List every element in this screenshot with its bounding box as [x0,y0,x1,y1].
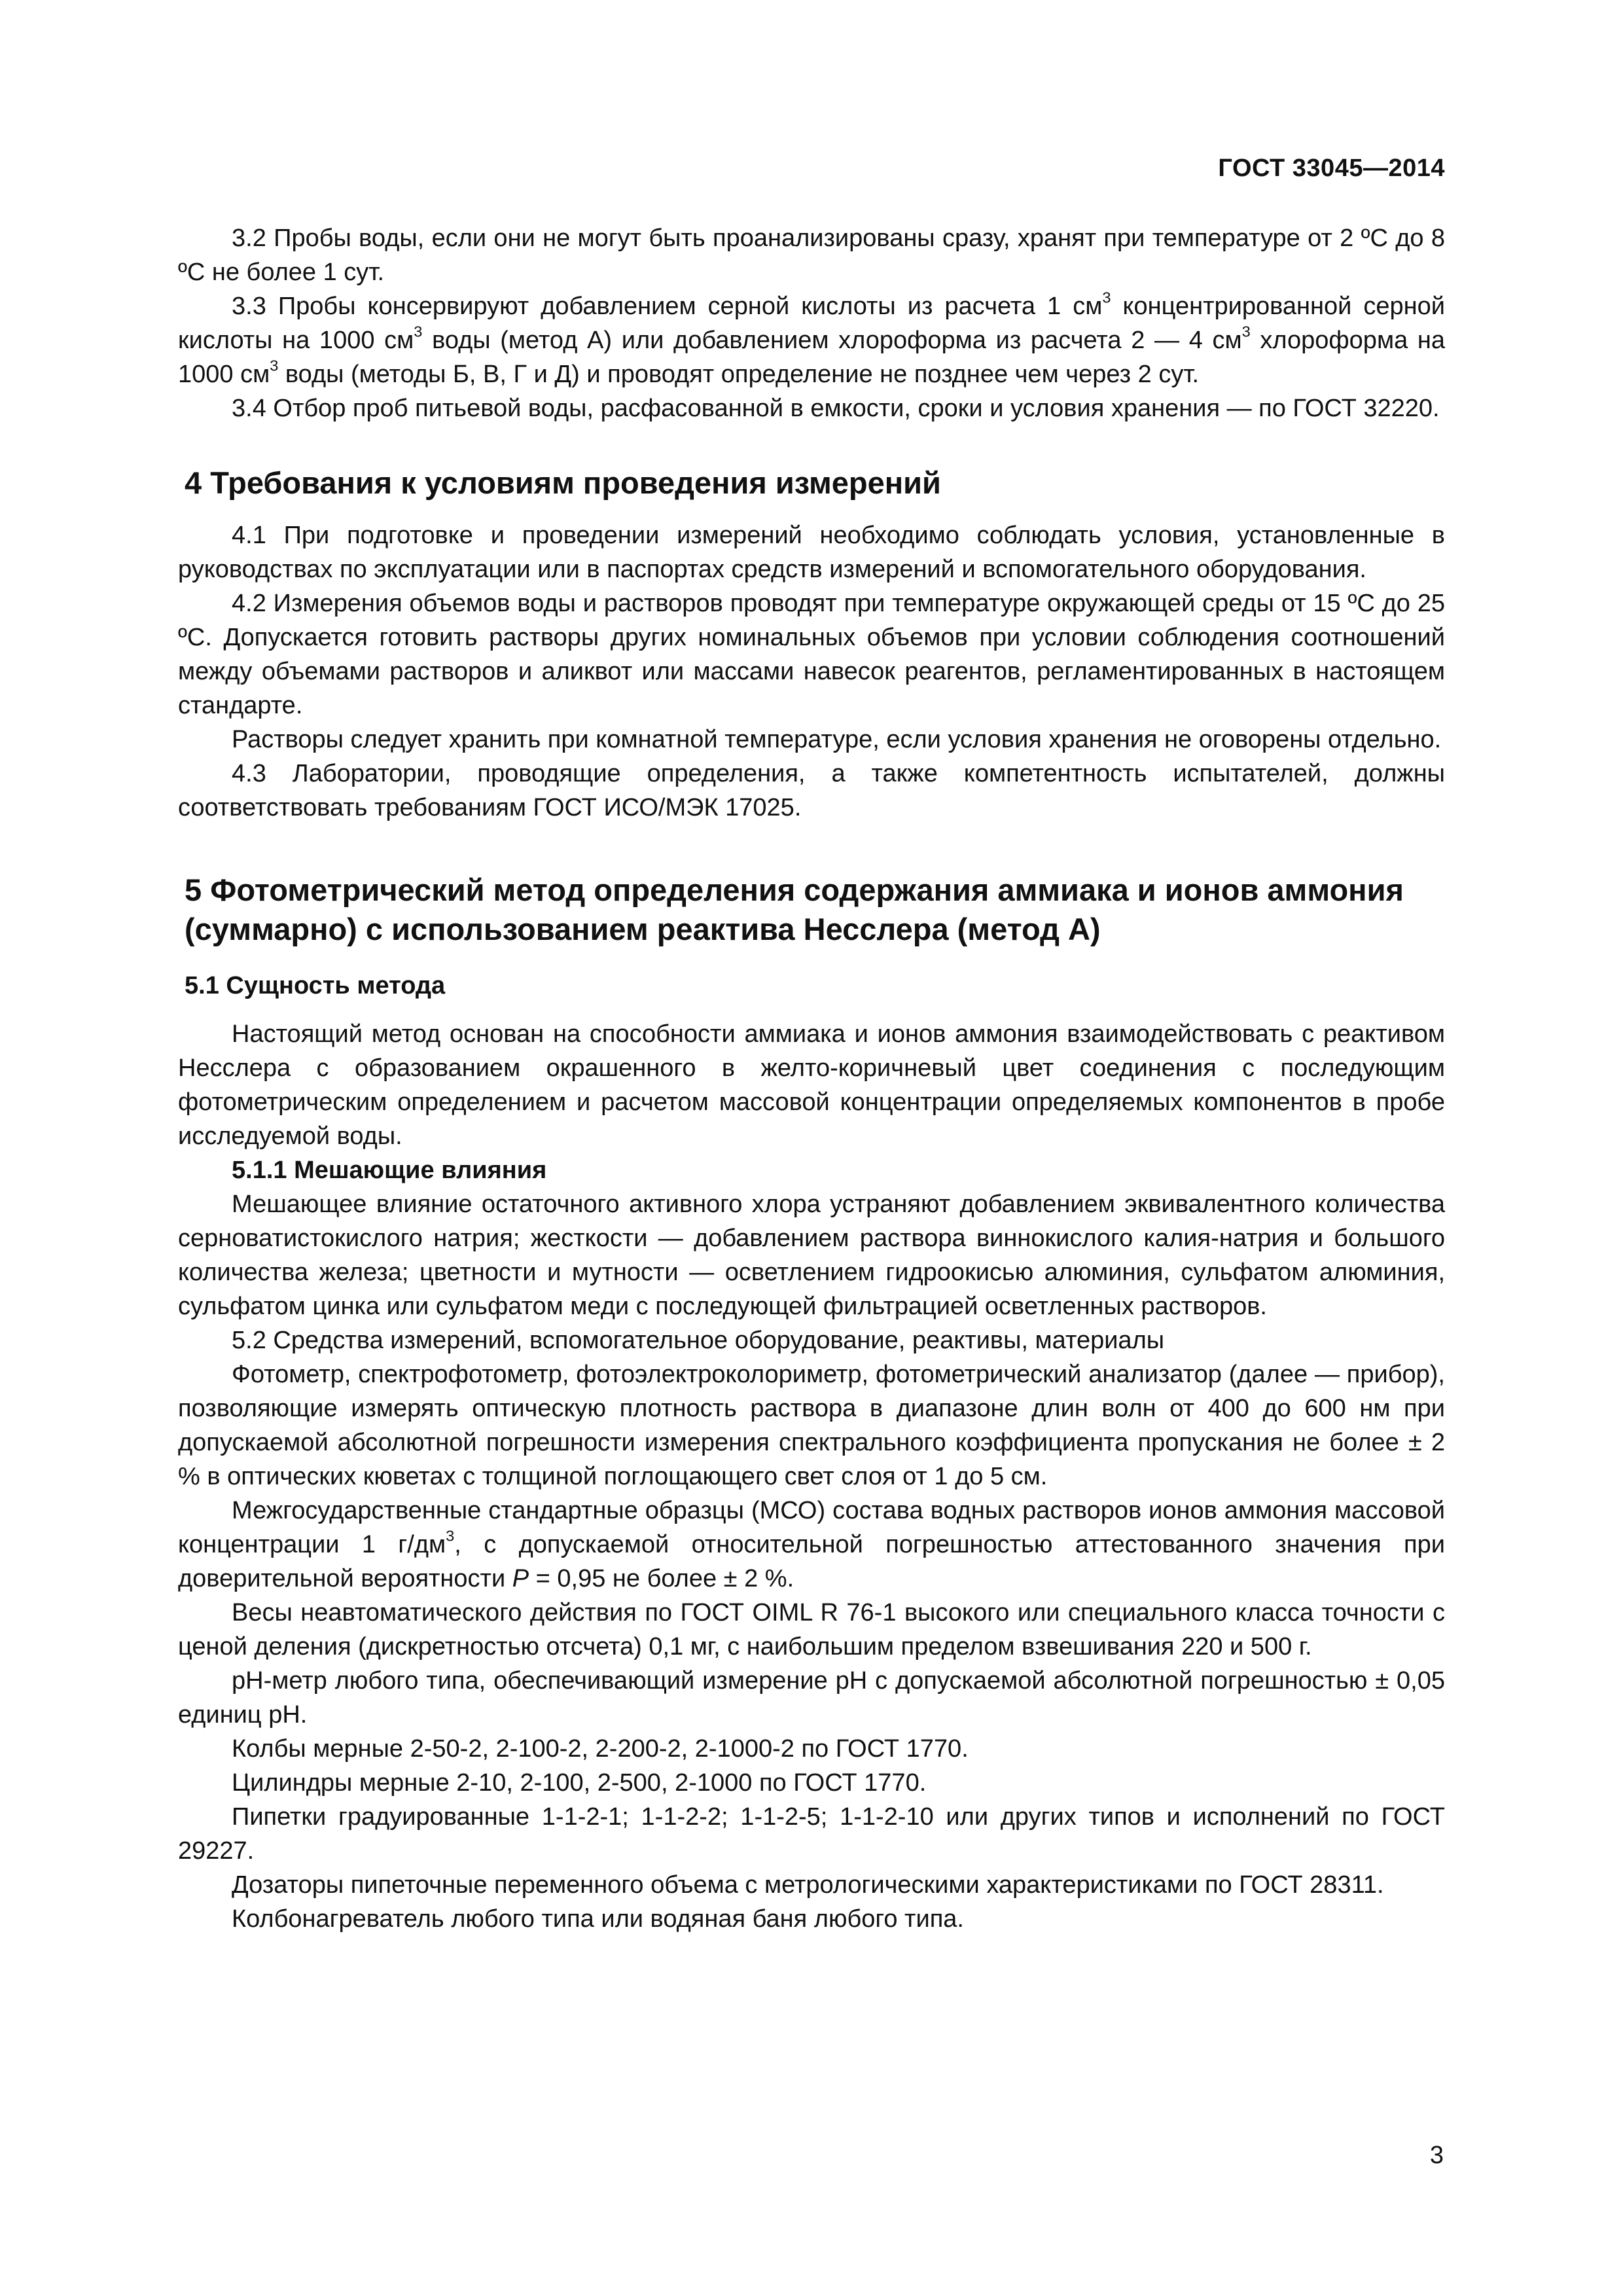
paragraph-heater: Колбонагреватель любого типа или водяная баня любого типа. [232,1905,964,1933]
paragraph-mso [178,1494,1445,1596]
paragraph-pipettes: Пипетки градуированные 1-1-2-1; 1-1-2-2; 1-1-2-5; 1-1-2-10 или других типов и исполнений по ГОСТ 29227. [178,1803,1445,1865]
superscript-3: 3 [270,357,279,374]
paragraph-3-3-part-d: хлороформа на 1000 см [178,327,1445,388]
paragraph-3-3-part-e: воды (методы Б, В, Г и Д) и проводят определение не позднее чем через 2 сут. [278,361,1200,388]
subsection-5-1-1-heading: 5.1.1 Мешающие влияния [232,1157,547,1184]
paragraph-photometer: Фотометр, спектрофотометр, фотоэлектроколориметр, фотометрический анализатор (далее — прибор), позволяющие измерять оптическую плотность раствора в диапазоне длин волн от 400 до 600 нм при допускаемой абсолютной погрешности измерения спектрального коэффициента пропускания не более ± 2 % в оптических кюветах с толщиной поглощающего свет слоя от 1 до 5 см. [178,1361,1445,1490]
paragraph-4-2: 4.2 Измерения объемов воды и растворов проводят при температуре окружающей среды от 15 ºС до 25 ºС. Допускается готовить растворы других номинальных объемов при условии соблюдения соотношений между объемами растворов и аликвот или массами навесок реагентов, регламентированных в настоящем стандарте. [178,590,1445,719]
paragraph-3-3-part-b: концентрированной серной кислоты на 1000 см [178,293,1445,354]
paragraph-3-4: 3.4 Отбор проб питьевой воды, расфасованной в емкости, сроки и условия хранения — по ГОСТ 32220. [232,395,1440,422]
paragraph-mso-part-c: = 0,95 не более ± 2 %. [529,1565,794,1592]
document-code-header: ГОСТ 33045—2014 [1218,154,1445,182]
paragraph-4-3: 4.3 Лаборатории, проводящие определения, а также компетентность испытателей, должны соответствовать требованиям ГОСТ ИСО/МЭК 17025. [178,760,1445,821]
paragraph-5-1-1: Мешающее влияние остаточного активного хлора устраняют добавлением эквивалентного количества серноватистокислого натрия; жесткости — добавлением раствора виннокислого калия-натрия и большого количества железа; цветности и мутности — осветлением гидроокисью алюминия, сульфатом алюминия, сульфатом цинка или сульфатом меди с последующей фильтрацией осветленных растворов. [178,1191,1445,1320]
superscript-3: 3 [414,323,423,340]
paragraph-cylinders: Цилиндры мерные 2-10, 2-100, 2-500, 2-1000 по ГОСТ 1770. [232,1769,927,1797]
paragraph-scales: Весы неавтоматического действия по ГОСТ OIML R 76-1 высокого или специального класса точности с ценой деления (дискретностью отсчета) 0,1 мг, с наибольшим пределом взвешивания 220 и 500 г. [178,1599,1445,1660]
superscript-3: 3 [1102,289,1111,306]
paragraph-3-3 [178,289,1445,391]
paragraph-dispensers: Дозаторы пипеточные переменного объема с метрологическими характеристиками по ГОСТ 28311. [232,1871,1384,1899]
paragraph-5-1: Настоящий метод основан на способности аммиака и ионов аммония взаимодействовать с реактивом Несслера с образованием окрашенного в желто-коричневый цвет соединения с последующим фотометрическим определением и расчетом массовой концентрации определяемых компонентов в пробе исследуемой воды. [178,1020,1445,1150]
superscript-3: 3 [446,1527,455,1545]
paragraph-mso-part-b: , с допускаемой относительной погрешностью аттестованного значения при доверительной вероятности [178,1531,1445,1592]
paragraph-5-2: 5.2 Средства измерений, вспомогательное оборудование, реактивы, материалы [232,1327,1165,1354]
section-5-heading: 5 Фотометрический метод определения содержания аммиака и ионов аммония (суммарно) с использованием реактива Несслера (метод А) [185,872,1404,946]
probability-symbol: Р [512,1565,529,1592]
paragraph-flasks: Колбы мерные 2-50-2, 2-100-2, 2-200-2, 2-1000-2 по ГОСТ 1770. [232,1735,969,1763]
paragraph-ph-meter: рН-метр любого типа, обеспечивающий измерение рН с допускаемой абсолютной погрешностью ± 0,05 единиц рН. [178,1667,1445,1729]
superscript-3: 3 [1241,323,1251,340]
section-4-heading: 4 Требования к условиям проведения измерений [185,465,941,500]
document-body [178,221,1445,1936]
paragraph-mso-part-a: Межгосударственные стандартные образцы (МСО) состава водных растворов ионов аммония массовой концентрации 1 г/дм [178,1497,1445,1558]
paragraph-3-3-part-c: воды (метод А) или добавлением хлороформа из расчета 2 — 4 см [422,327,1242,354]
paragraph-4-2-storage: Растворы следует хранить при комнатной температуре, если условия хранения не оговорены отдельно. [232,726,1442,753]
paragraph-3-2: 3.2 Пробы воды, если они не могут быть проанализированы сразу, хранят при температуре от 2 ºС до 8 ºС не более 1 сут. [178,224,1445,286]
paragraph-3-3-part-a: 3.3 Пробы консервируют добавлением серной кислоты из расчета 1 см [232,293,1103,320]
subsection-5-1-heading: 5.1 Сущность метода [185,972,446,999]
page-number: 3 [1429,2142,1444,2169]
paragraph-4-1: 4.1 При подготовке и проведении измерений необходимо соблюдать условия, установленные в руководствах по эксплуатации или в паспортах средств измерений и вспомогательного оборудования. [178,522,1445,583]
